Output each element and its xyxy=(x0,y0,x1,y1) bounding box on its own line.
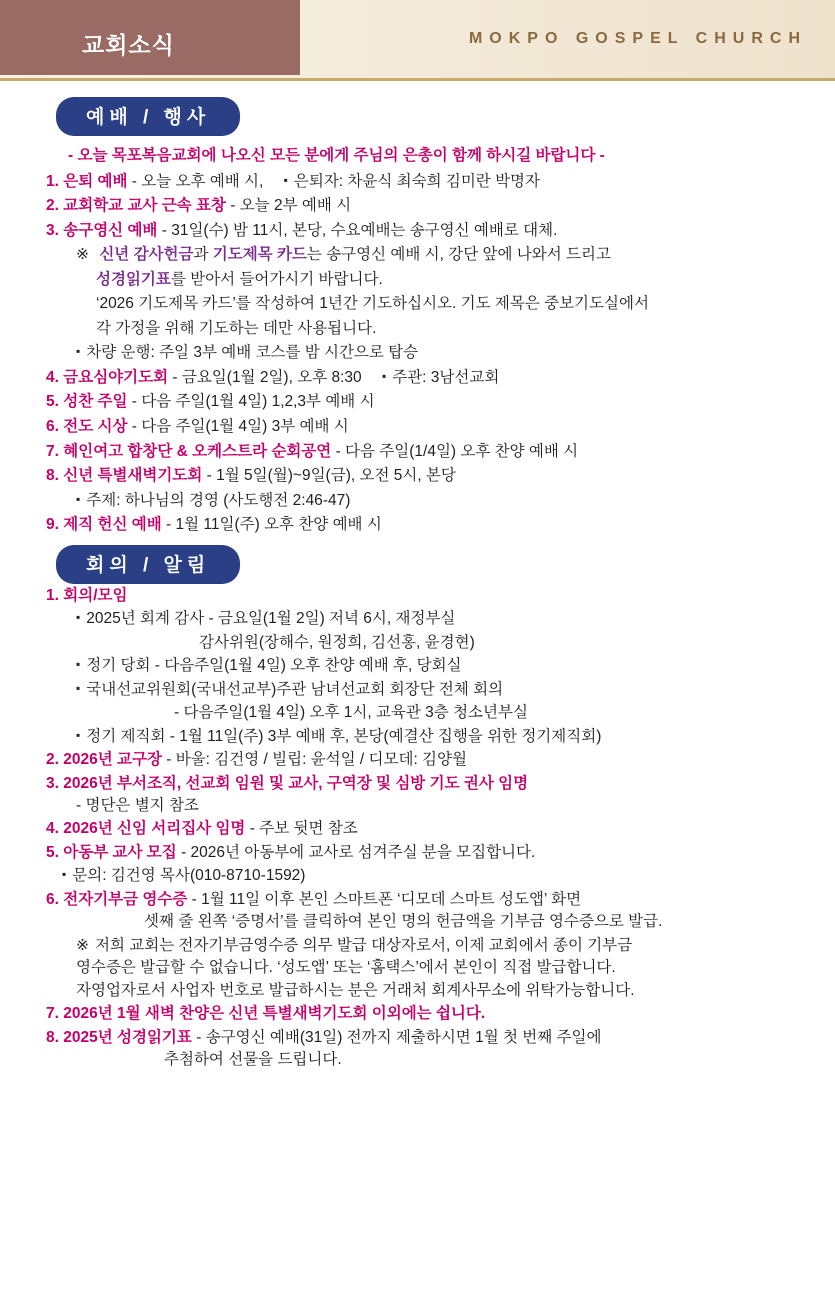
note-emph-1: 신년 감사헌금 xyxy=(99,246,194,264)
item-text: 다음 주일(1월 4일) 3부 예배 시 xyxy=(141,418,349,436)
item-dash: - xyxy=(249,820,255,838)
list-item xyxy=(46,818,811,840)
list-item xyxy=(46,464,811,488)
item-title: 아동부 교사 모집 xyxy=(63,843,177,861)
list-item xyxy=(46,1027,811,1049)
item-title: 2026년 신임 서리집사 임명 xyxy=(63,820,246,838)
item-title: 2026년 1월 새벽 찬양은 신년 특별새벽기도회 이외에는 쉽니다. xyxy=(63,1005,486,1023)
item-note: 감사위원(장해수, 원정희, 김선홍, 윤경현) xyxy=(199,633,475,651)
item-dash: - xyxy=(166,751,172,769)
item-number: 9. xyxy=(46,516,59,534)
greeting-line: - 오늘 목포복음교회에 나오신 모든 분에게 주님의 은총이 함께 하시길 바랍니다 - xyxy=(68,147,605,164)
list-item xyxy=(46,842,811,864)
church-name-en: MOKPO GOSPEL CHURCH xyxy=(468,30,807,47)
item-dash: - xyxy=(206,467,212,485)
item-note: 자영업자로서 사업자 번호로 발급하시는 분은 거래처 회계사무소에 위탁가능합니다. xyxy=(76,981,635,999)
item-text: 바울: 김건영 / 빌립: 윤석일 / 디모데: 김양월 xyxy=(175,751,467,769)
item-title: 2026년 부서조직, 선교회 임원 및 교사, 구역장 및 심방 기도 권사 임명 xyxy=(63,774,529,792)
item-note: ▪ 주제: 하나님의 경영 (사도행전 2:46-47) xyxy=(76,489,811,513)
item-number: 2. xyxy=(46,751,59,769)
item-note: ▪ 국내선교위원회(국내선교부)주관 남녀선교회 회장단 전체 회의 xyxy=(76,679,811,701)
item-text: 1월 5일(월)~9일(금), 오전 5시, 본당 xyxy=(216,467,456,485)
item-text: 주보 뒷면 참조 xyxy=(259,820,358,838)
item-note: ▪ 정기 제직회 - 1월 11일(주) 3부 예배 후, 본당(예결산 집행을 위한 정기제직회) xyxy=(76,726,811,748)
item-number: 8. xyxy=(46,467,59,485)
item-title: 교회학교 교사 근속 표창 xyxy=(63,197,226,215)
list-item xyxy=(46,390,811,414)
item-text: 다음 주일(1월 4일) 1,2,3부 예배 시 xyxy=(141,393,375,411)
note-emph-3: 성경읽기표 xyxy=(96,270,171,288)
section-meeting-content xyxy=(0,585,835,1072)
header-badge-title: 교회소식 xyxy=(82,32,175,58)
item-number: 1. xyxy=(46,586,59,604)
item-number: 3. xyxy=(46,221,59,239)
item-number: 5. xyxy=(46,393,59,411)
item-text: 금요일(1월 2일), 오후 8:30 xyxy=(181,368,362,386)
list-item xyxy=(46,513,811,537)
item-subnote: ▪ 주관: 3남선교회 xyxy=(382,369,499,386)
item-note: ▪ 차량 운행: 주일 3부 예배 코스를 밤 시간으로 탑승 xyxy=(76,341,811,365)
item-note: ‘2026 기도제목 카드’를 작성하여 1년간 기도하십시오. 기도 제목은 중보기도실에서 xyxy=(96,295,649,313)
item-text: 31일(수) 밤 11시, 본당, 수요예배는 송구영신 예배로 대체. xyxy=(171,221,558,239)
item-text: 오늘 2부 예배 시 xyxy=(239,197,352,215)
item-number: 8. xyxy=(46,1028,59,1046)
item-dash: - xyxy=(181,843,187,861)
item-title: 금요심야기도회 xyxy=(63,368,169,386)
item-dash: - xyxy=(131,418,137,436)
item-title: 송구영신 예배 xyxy=(63,221,158,239)
note-text-3: 를 받아서 들어가시기 바랍니다. xyxy=(170,270,383,288)
item-dash: - xyxy=(191,890,197,908)
item-note: ※ 저희 교회는 전자기부금영수증 의무 발급 대상자로서, 이제 교회에서 종이 기부금 xyxy=(76,935,811,957)
item-number: 7. xyxy=(46,442,59,460)
section-worship-content xyxy=(0,144,835,537)
section-title-meeting: 회의 / 알림 xyxy=(56,545,240,584)
note-text-1: 과 xyxy=(193,246,209,264)
item-note: 셋째 줄 왼쪽 ‘증명서’를 클릭하여 본인 명의 헌금액을 기부금 영수증으로 발급. xyxy=(144,913,663,931)
list-item xyxy=(46,749,811,771)
item-note: - 명단은 별지 참조 xyxy=(76,796,199,814)
item-text: 1월 11일(주) 오후 찬양 예배 시 xyxy=(175,516,382,534)
list-item xyxy=(46,366,811,390)
item-note: ▪ 문의: 김건영 목사(010-8710-1592) xyxy=(62,865,811,887)
note-emph-2: 기도제목 카드 xyxy=(212,246,307,264)
item-note: ▪ 2025년 회계 감사 - 금요일(1월 2일) 저녁 6시, 재정부실 xyxy=(76,608,811,630)
item-dash: - xyxy=(161,221,167,239)
item-note xyxy=(76,243,811,267)
item-dash: - xyxy=(230,197,236,215)
list-item xyxy=(46,440,811,464)
list-item xyxy=(46,415,811,439)
item-number: 6. xyxy=(46,418,59,436)
item-title: 2026년 교구장 xyxy=(63,751,162,769)
item-number: 2. xyxy=(46,197,59,215)
item-title: 전자기부금 영수증 xyxy=(63,890,188,908)
list-item xyxy=(46,773,811,795)
item-title: 성찬 주일 xyxy=(63,393,128,411)
list-item xyxy=(46,170,811,194)
note-text-2: 는 송구영신 예배 시, 강단 앞에 나와서 드리고 xyxy=(306,246,611,264)
item-dash: - xyxy=(131,172,137,190)
list-item xyxy=(46,585,811,607)
item-number: 5. xyxy=(46,843,59,861)
item-dash: - xyxy=(172,368,178,386)
item-text: 송구영신 예배(31일) 전까지 제출하시면 1월 첫 번째 주일에 xyxy=(205,1028,602,1046)
section-title-worship: 예배 / 행사 xyxy=(56,97,240,136)
item-text: 다음 주일(1/4일) 오후 찬양 예배 시 xyxy=(345,442,579,460)
item-title: 신년 특별새벽기도회 xyxy=(63,467,203,485)
item-note xyxy=(96,268,811,292)
page-header xyxy=(0,0,835,81)
list-item xyxy=(46,889,811,911)
item-title: 회의/모임 xyxy=(63,586,128,604)
list-item xyxy=(46,219,811,243)
item-subnote: ▪ 은퇴자: 차윤식 최숙희 김미란 박명자 xyxy=(284,173,540,190)
item-title: 2025년 성경읽기표 xyxy=(63,1028,192,1046)
item-title: 제직 헌신 예배 xyxy=(63,516,162,534)
item-dash: - xyxy=(335,442,341,460)
item-title: 혜인여고 합창단 & 오케스트라 순회공연 xyxy=(63,442,332,460)
item-note: 각 가정을 위해 기도하는 데만 사용됩니다. xyxy=(96,319,377,337)
item-text: 1월 11일 이후 본인 스마트폰 ‘디모데 스마트 성도앱’ 화면 xyxy=(201,890,582,908)
item-note: 영수증은 발급할 수 없습니다. ‘성도앱’ 또는 ‘홈택스’에서 본인이 직접 발급합니다. xyxy=(76,959,616,977)
item-note: - 다음주일(1월 4일) 오후 1시, 교육관 3층 청소년부실 xyxy=(174,704,528,722)
list-item xyxy=(46,194,811,218)
item-title: 은퇴 예배 xyxy=(63,172,128,190)
item-dash: - xyxy=(166,516,172,534)
item-dash: - xyxy=(131,393,137,411)
item-text: 오늘 오후 예배 시, xyxy=(141,172,264,190)
item-text: 2026년 아동부에 교사로 섬겨주실 분을 모집합니다. xyxy=(190,843,536,861)
item-dash: - xyxy=(196,1028,202,1046)
item-number: 1. xyxy=(46,172,59,190)
item-note: 추첨하여 선물을 드립니다. xyxy=(164,1051,342,1069)
item-number: 4. xyxy=(46,820,59,838)
item-number: 4. xyxy=(46,368,59,386)
item-title: 전도 시상 xyxy=(63,418,128,436)
item-number: 3. xyxy=(46,774,59,792)
item-note: ▪ 정기 당회 - 다음주일(1월 4일) 오후 찬양 예배 후, 당회실 xyxy=(76,655,811,677)
item-number: 7. xyxy=(46,1005,59,1023)
item-number: 6. xyxy=(46,890,59,908)
list-item xyxy=(46,1003,811,1025)
